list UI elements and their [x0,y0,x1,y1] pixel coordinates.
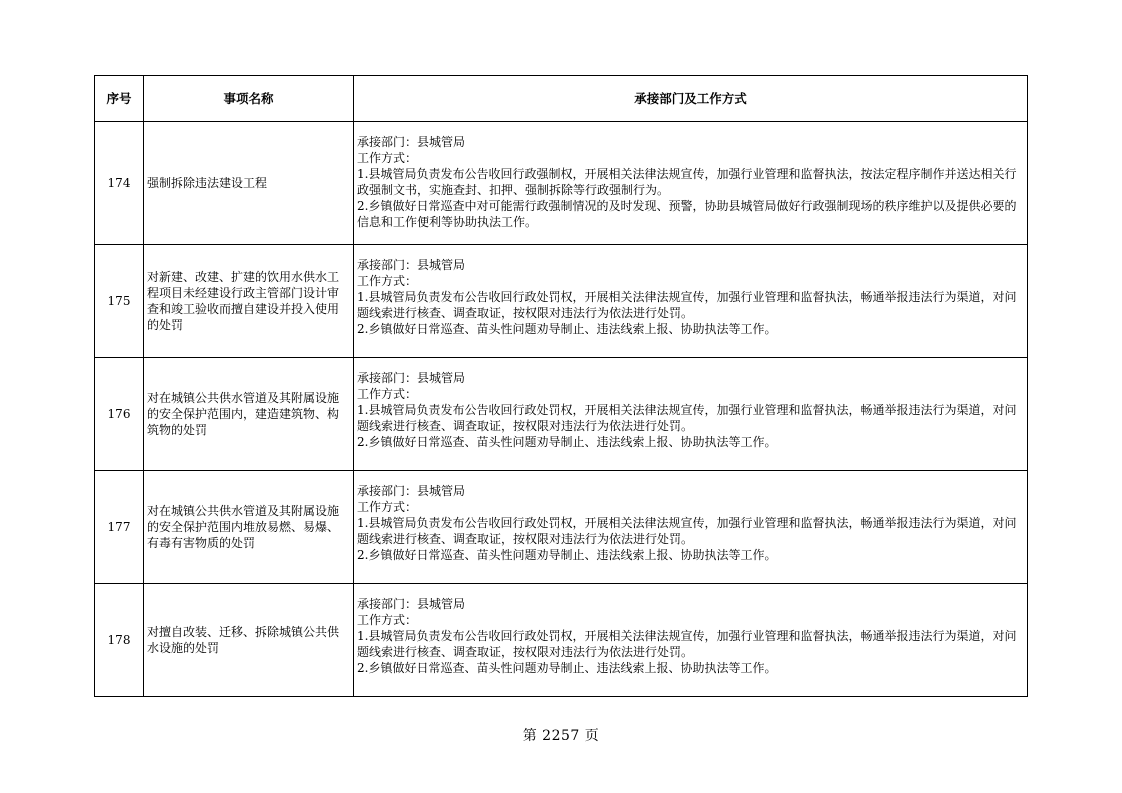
row-department-method [354,358,1028,471]
method-label-line: 工作方式： [357,387,418,401]
table-row [95,122,1028,245]
row-department-method [354,245,1028,358]
table-row [95,245,1028,358]
table-row [95,358,1028,471]
row-item-name: 对新建、改建、扩建的饮用水供水工程项目未经建设行政主管部门设计审查和竣工验收而擅自建设并投入使用的处罚 [144,245,354,358]
header-department-method: 承接部门及工作方式 [354,76,1028,122]
method-step-1: 1.县城管局负责发布公告收回行政强制权，开展相关法律法规宣传，加强行业管理和监督执法，按法定程序制作并送达相关行政强制文书，实施查封、扣押、强制拆除等行政强制行为。 [357,167,1017,197]
header-item-name: 事项名称 [144,76,354,122]
row-department-method [354,584,1028,697]
row-item-name: 强制拆除违法建设工程 [144,122,354,245]
row-serial-number: 176 [95,358,144,471]
method-step-2: 2.乡镇做好日常巡查、苗头性问题劝导制止、违法线索上报、协助执法等工作。 [357,322,777,336]
method-label-line: 工作方式： [357,500,418,514]
dept-line: 承接部门：县城管局 [357,135,466,149]
dept-line: 承接部门：县城管局 [357,371,466,385]
method-step-1: 1.县城管局负责发布公告收回行政处罚权，开展相关法律法规宣传，加强行业管理和监督执法，畅通举报违法行为渠道，对问题线索进行核查、调查取证，按权限对违法行为依法进行处罚。 [357,516,1017,546]
method-step-2: 2.乡镇做好日常巡查、苗头性问题劝导制止、违法线索上报、协助执法等工作。 [357,435,777,449]
row-item-name: 对擅自改装、迁移、拆除城镇公共供水设施的处罚 [144,584,354,697]
table-row [95,584,1028,697]
method-label-line: 工作方式： [357,151,418,165]
dept-line: 承接部门：县城管局 [357,484,466,498]
method-step-2: 2.乡镇做好日常巡查、苗头性问题劝导制止、违法线索上报、协助执法等工作。 [357,548,777,562]
row-item-name: 对在城镇公共供水管道及其附属设施的安全保护范围内堆放易燃、易爆、有毒有害物质的处罚 [144,471,354,584]
table-row [95,471,1028,584]
row-serial-number: 174 [95,122,144,245]
row-serial-number: 175 [95,245,144,358]
dept-line: 承接部门：县城管局 [357,597,466,611]
row-item-name: 对在城镇公共供水管道及其附属设施的安全保护范围内，建造建筑物、构筑物的处罚 [144,358,354,471]
method-label-line: 工作方式： [357,613,418,627]
method-step-2: 2.乡镇做好日常巡查中对可能需行政强制情况的及时发现、预警，协助县城管局做好行政强制现场的秩序维护以及提供必要的信息和工作便利等协助执法工作。 [357,199,1017,229]
method-step-2: 2.乡镇做好日常巡查、苗头性问题劝导制止、违法线索上报、协助执法等工作。 [357,661,777,675]
row-serial-number: 177 [95,471,144,584]
items-table [94,75,1028,697]
method-label-line: 工作方式： [357,274,418,288]
method-step-1: 1.县城管局负责发布公告收回行政处罚权，开展相关法律法规宣传，加强行业管理和监督执法，畅通举报违法行为渠道，对问题线索进行核查、调查取证，按权限对违法行为依法进行处罚。 [357,403,1017,433]
method-step-1: 1.县城管局负责发布公告收回行政处罚权，开展相关法律法规宣传，加强行业管理和监督执法，畅通举报违法行为渠道，对问题线索进行核查、调查取证，按权限对违法行为依法进行处罚。 [357,629,1017,659]
row-department-method [354,471,1028,584]
method-step-1: 1.县城管局负责发布公告收回行政处罚权，开展相关法律法规宣传，加强行业管理和监督执法，畅通举报违法行为渠道，对问题线索进行核查、调查取证，按权限对违法行为依法进行处罚。 [357,290,1017,320]
page-number: 第 2257 页 [522,728,600,744]
dept-line: 承接部门：县城管局 [357,258,466,272]
row-department-method [354,122,1028,245]
header-serial-number: 序号 [95,76,144,122]
table-header-row [95,76,1028,122]
row-serial-number: 178 [95,584,144,697]
